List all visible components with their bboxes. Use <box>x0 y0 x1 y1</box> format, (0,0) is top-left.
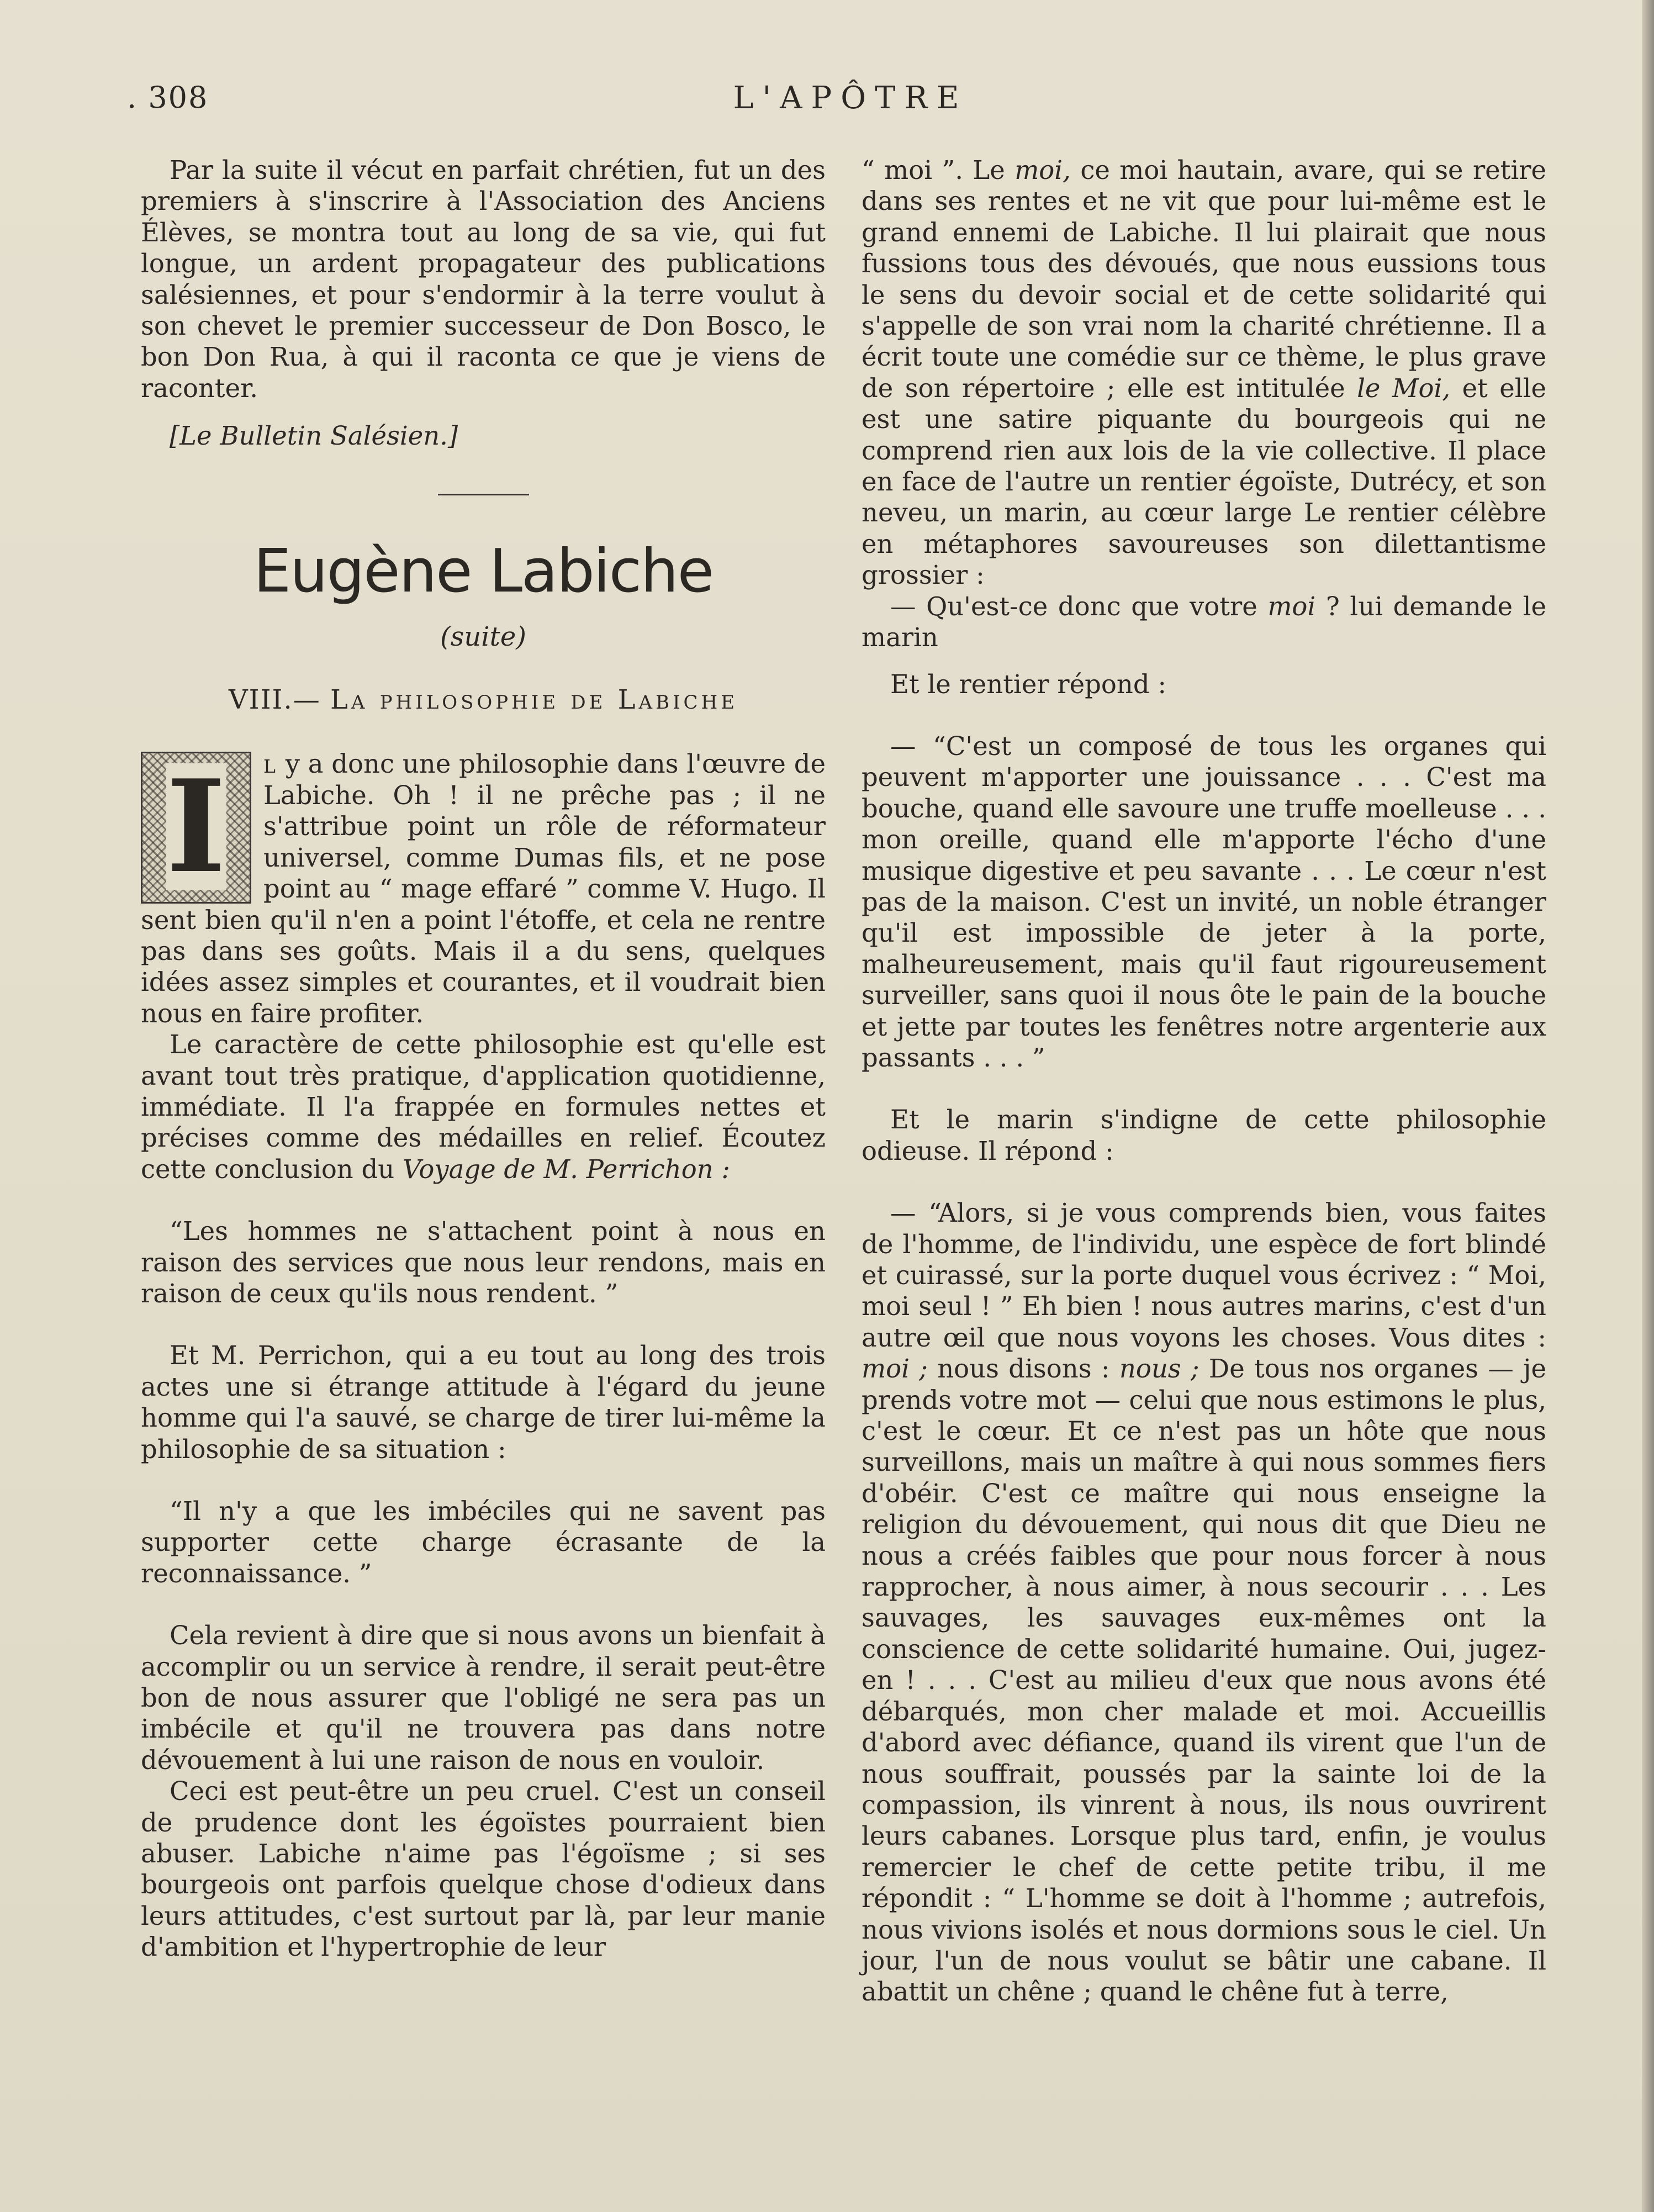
paragraph-text: y a donc une philosophie dans l'œuvre de Labiche. Oh ! il ne prêche pas ; il ne s'attribue point un rôle de réformateur universel, comme Dumas fils, et ne pose point au “ mage effaré ” comme V. Hugo. Il sent bien qu'il n'en a point l'étoffe, et cela ne rentre pas dans ses goûts. Mais il a du sens, quelques idées assez simples et courantes, et il voudrait bien nous en faire profiter. <box>141 749 826 1028</box>
work-title: le Moi, <box>1357 373 1451 403</box>
paragraph-text: — Qu'est-ce donc que votre <box>890 591 1268 621</box>
spacer <box>862 700 1546 731</box>
section-heading <box>141 684 826 715</box>
paragraph-dropcap <box>141 748 826 1029</box>
section-title: La philosophie de Labiche <box>330 684 738 716</box>
dropcap-continuation: l <box>263 749 277 779</box>
paragraph-text: Le caractère de cette philosophie est qu'elle est avant tout très pratique, d'application quotidienne, immédiate. Il l'a frappée en formules nettes et précises comme des médailles en relief. Écoutez cette conclusion du <box>141 1030 826 1184</box>
left-column <box>141 155 826 1963</box>
page-header <box>127 80 1508 124</box>
spacer <box>862 1166 1546 1197</box>
ornamental-dropcap-icon <box>141 752 251 904</box>
paragraph: Et le marin s'indigne de cette philosophie odieuse. Il répond : <box>862 1105 1546 1166</box>
spacer <box>862 1073 1546 1104</box>
article-subtitle: (suite) <box>440 621 527 652</box>
spacer <box>862 653 1546 669</box>
paragraph: Et le rentier répond : <box>890 669 1167 699</box>
dropcap-letter: I <box>166 752 226 902</box>
paragraph <box>862 155 1546 591</box>
emphasis: nous ; <box>1119 1354 1199 1384</box>
running-title: L'APÔTRE <box>733 80 968 116</box>
paragraph-text: ce moi hautain, avare, qui se retire dans ses rentes et ne vit que pour lui-même est le grand ennemi de Labiche. Il lui plairait que nous fussions tous des dévoués, que nous eussions tous le sens du devoir social et de cette solidarité qui s'appelle de son vrai nom la charité chrétienne. Il a écrit toute une comédie sur ce thème, le plus grave de son répertoire ; elle est intitulée <box>862 155 1546 403</box>
spacer <box>141 1185 826 1216</box>
page-edge <box>1642 0 1654 2212</box>
emphasis: moi <box>1267 591 1316 621</box>
paragraph: Ceci est peut-être un peu cruel. C'est un conseil de prudence dont les égoïstes pourraient bien abuser. Labiche n'aime pas l'égoïsme ; si ses bourgeois ont parfois quelque chose d'odieux dans leurs attitudes, c'est surtout par là, par leur manie d'ambition et l'hypertrophie de leur <box>141 1776 826 1962</box>
source-citation: [Le Bulletin Salésien.] <box>170 421 458 451</box>
paragraph-text: nous disons : <box>927 1354 1119 1384</box>
emphasis: moi ; <box>862 1354 928 1384</box>
spacer <box>141 1465 826 1496</box>
paragraph-text: ? lui demande le marin <box>862 591 1546 653</box>
paragraph-text: et elle est une satire piquante du bourgeois qui ne comprend rien aux lois de la vie collective. Il place en face de l'autre un rentier égoïste, Dutrécy, et son neveu, un marin, au cœur large Le rentier célèbre en métaphores savoureuses son dilettantisme grossier : <box>862 373 1546 590</box>
quotation: “Il n'y a que les imbéciles qui ne savent pas supporter cette charge écrasante de la reconnaissance. ” <box>141 1496 826 1588</box>
paragraph <box>141 1029 826 1185</box>
paragraph: Par la suite il vécut en parfait chrétien, fut un des premiers à s'inscrire à l'Association des Anciens Élèves, se montra tout au long de sa vie, qui fut longue, un ardent propagateur des publications salésiennes, et pour s'endormir à la terre voulut à son chevet le premier successeur de Don Bosco, le bon Don Rua, à qui il raconta ce que je viens de raconter. <box>141 155 826 403</box>
right-column <box>862 155 1546 2008</box>
quotation <box>862 1197 1546 2008</box>
work-title: Voyage de M. Perrichon : <box>403 1154 731 1184</box>
quotation: “Les hommes ne s'attachent point à nous en raison des services que nous leur rendons, mais en raison de ceux qu'ils nous rendent. ” <box>141 1216 826 1308</box>
paragraph-text: — “Alors, si je vous comprends bien, vous faites de l'homme, de l'individu, une espèce de fort blindé et cuirassé, sur la porte duquel vous écrivez : “ Moi, moi seul ! ” Eh bien ! nous autres marins, c'est d'un autre œil que nous voyons les choses. Vous dites : <box>862 1198 1546 1353</box>
paragraph-text: De tous nos organes — je prends votre mot — celui que nous estimons le plus, c'est le cœur. Et ce n'est pas un hôte que nous surveillons, mais un maître à qui nous sommes fiers d'obéir. C'est ce maître qui nous enseigne la religion du dévouement, qui nous dit que Dieu ne nous a créés faibles que pour nous forcer à nous rapprocher, à nous aimer, à nous secourir . . . Les sauvages, les sauvages eux-mêmes ont la conscience de cette solidarité humaine. Oui, jugez-en ! . . . C'est au milieu d'eux que nous avons été débarqués, mon cher malade et moi. Accueillis d'abord avec défiance, quand ils virent que l'un de nous souffrait, poussés par la sainte loi de la compassion, ils vinrent à nous, ils nous ouvrirent leurs cabanes. Lorsque plus tard, enfin, je voulus remercier le chef de cette petite tribu, il me répondit : “ L'homme se doit à l'homme ; autrefois, nous vivions isolés et nous dormions sous le ciel. Un jour, l'un de nous voulut se bâtir une cabane. Il abattit un chêne ; quand le chêne fut à terre, <box>862 1354 1546 2007</box>
paragraph: Et M. Perrichon, qui a eu tout au long des trois actes une si étrange attitude à l'égard du jeune homme qui l'a sauvé, se charge de tirer lui-même la philosophie de sa situation : <box>141 1340 826 1464</box>
paragraph <box>862 591 1546 653</box>
spacer <box>141 1589 826 1620</box>
emphasis: moi, <box>1014 155 1071 185</box>
section-number: VIII.— <box>228 684 321 716</box>
page-number: . 308 <box>127 80 209 115</box>
paragraph: Cela revient à dire que si nous avons un bienfait à accomplir ou un service à rendre, il serait peut-être bon de nous assurer que l'obligé ne sera pas un imbécile et qu'il ne trouvera pas dans notre dévouement à lui une raison de nous en vouloir. <box>141 1620 826 1775</box>
paragraph-text: “ moi ”. Le <box>862 155 1015 185</box>
article-title: Eugène Labiche <box>253 536 714 606</box>
spacer <box>141 1309 826 1340</box>
quotation: — “C'est un composé de tous les organes qui peuvent m'apporter une jouissance . . . C'est ma bouche, quand elle savoure une truffe moelleuse . . . mon oreille, quand elle m'apporte l'écho d'une musique digestive et peu savante . . . Le cœur n'est pas de la maison. C'est un invité, un noble étranger qu'il est impossible de jeter à la porte, malheureusement, mais qu'il faut rigoureusement surveiller, sans quoi il nous ôte le pain de la bouche et jette par toutes les fenêtres notre argenterie aux passants . . . ” <box>862 731 1546 1073</box>
separator-rule <box>438 494 529 495</box>
